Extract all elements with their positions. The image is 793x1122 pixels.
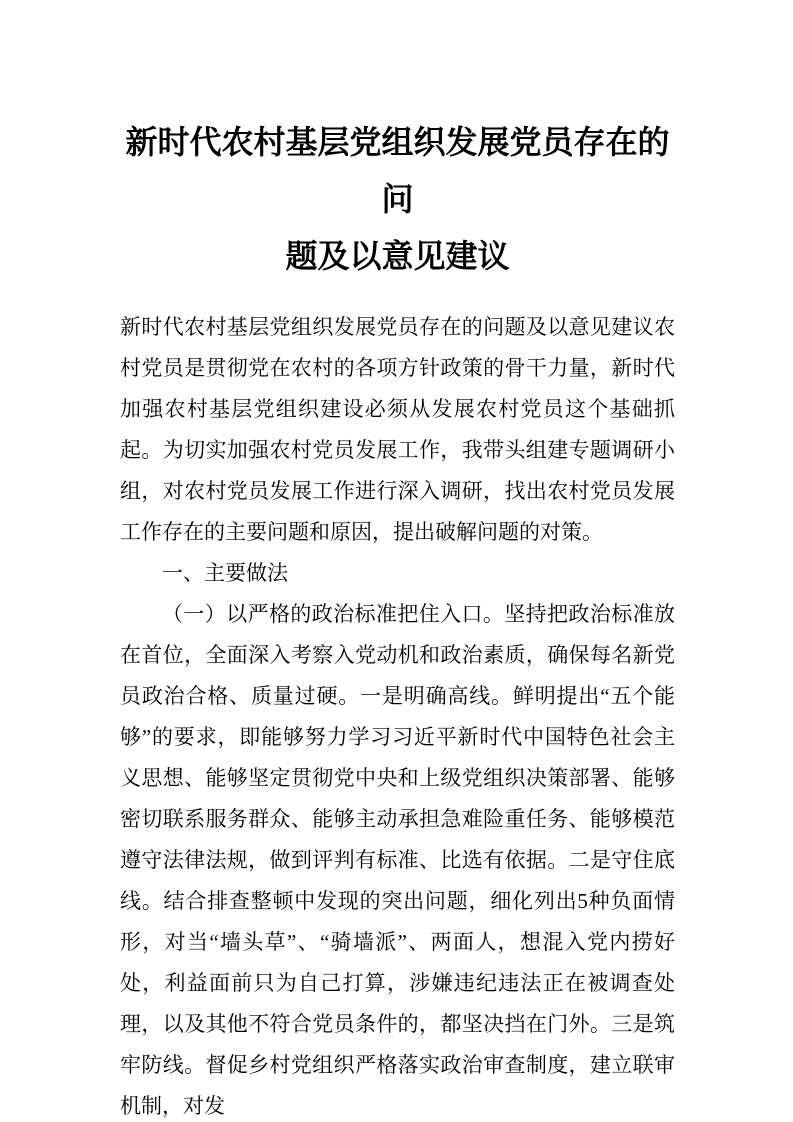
document-title — [120, 114, 675, 285]
document-title-line-2: 题及以意见建议 — [285, 238, 510, 274]
document-body — [120, 307, 675, 1122]
paragraph-intro: 新时代农村基层党组织发展党员存在的问题及以意见建议农村党员是贯彻党在农村的各项方针政策的骨干力量，新时代加强农村基层党组织建设必须从发展农村党员这个基础抓起。为切实加强农村党员发展工作，我带头组建专题调研小组，对农村党员发展工作进行深入调研，找出农村党员发展工作存在的主要问题和原因，提出破解问题的对策。 — [120, 315, 675, 544]
document-title-line-1: 新时代农村基层党组织发展党员存在的问 — [125, 124, 670, 217]
paragraph-section-one: （一）以严格的政治标准把住入口。坚持把政治标准放在首位，全面深入考察入党动机和政治素质，确保每名新党员政治合格、质量过硬。一是明确高线。鲜明提出“五个能够”的要求，即能够努力学习习近平新时代中国特色社会主义思想、能够坚定贯彻党中央和上级党组织决策部署、能够密切联系服务群众、能够主动承担急难险重任务、能够模范遵守法律法规，做到评判有标准、比选有依据。二是守住底线。结合排查整顿中发现的突出问题，细化列出5种负面情形，对当“墙头草”、“骑墙派”、两面人，想混入党内捞好处，利益面前只为自己打算，涉嫌违纪违法正在被调查处理，以及其他不符合党员条件的，都坚决挡在门外。三是筑牢防线。督促乡村党组织严格落实政治审查制度，建立联审机制，对发 — [120, 602, 675, 1118]
paragraph-section-heading: 一、主要做法 — [162, 561, 288, 585]
